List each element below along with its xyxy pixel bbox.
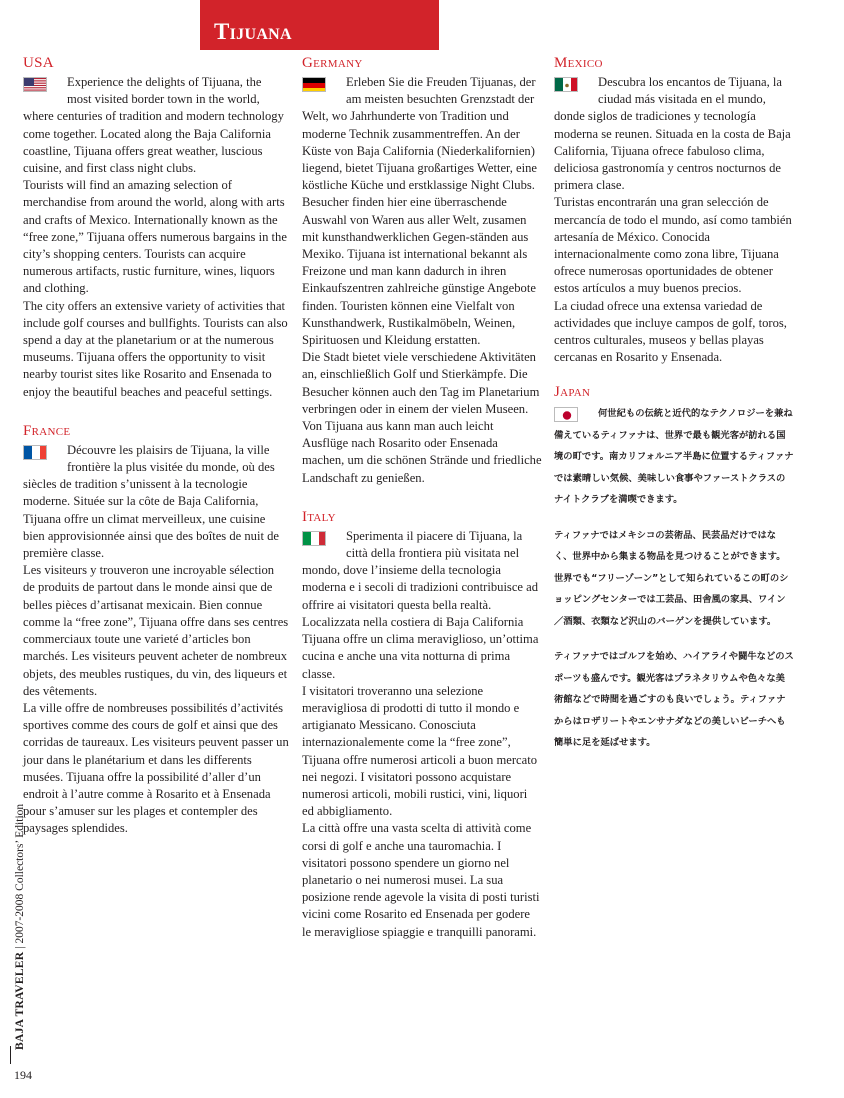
japan-paragraph: ティファナではメキシコの芸術品、民芸品だけではなく、世界中から集まる物品を見つけることができます。世界でも“フリーゾーン”として知られているこの町のショッピングセンターでは工芸品、田舎風の家具、ワイン／酒類、衣類など沢山のバーゲンを提供しています。 <box>554 529 789 627</box>
usa-paragraph: Experience the delights of Tijuana, the most visited border town in the world, where centuries of tradition and modern technology come together. Located along the Baja California coastline, Tijuana offers great weather, luscious cuisine, and first class night clubs. <box>23 75 284 176</box>
mexico-paragraph: La ciudad ofrece una extensa variedad de actividades que incluye campos de golf, toros, centros culturales, museos y bellas playas cercanas en Rosarito y Ensenada. <box>554 298 787 365</box>
italy-paragraph: I visitatori troveranno una selezione meravigliosa di prodotti di tutto il mondo e artigianato Messicano. Conosciuta internazionalemente come la “free zone”, Tijuana offre numerosi articoli a buon mercato nei negozi. I visitatori possono acquistare numerosi articoli, mobili rustici, vini, liquori ed abbigliamento. <box>302 683 538 819</box>
usa-paragraph: The city offers an extensive variety of activities that include golf courses and bullfights. Tourists can also spend a day at the planetarium or at the numerous museums. Tijuana offers the opportunity to visit nearby tourist sites like Rosarito and Ensenada to enjoy the beautiful beaches and peaceful settings. <box>23 298 288 399</box>
germany-paragraph: Besucher finden hier eine überraschende Auswahl von Waren aus aller Welt, zusamen mit kunsthandwerklichen Gegen-ständen aus Mexiko. Tijuana ist international bekannt als Freizone und man kann dadurch in ihren Einkaufszentren zahlreiche günstige Angebote finden. Touristen können eine Vielfalt von Kunsthandwerk, Rustikalmöbeln, Weinen, Spirituosen und Kleidung erstatten. <box>302 195 536 348</box>
section-heading-mexico: Mexico <box>554 55 603 71</box>
title-banner <box>200 0 439 50</box>
italy-paragraph: La città offre una vasta scelta di attività come corsi di golf e anche una tauromachia. I visitatori possono spendere un giorno nel planetario o nei numerosi musei. La sua posizione rende agevole la visita di posti turisti vicini come Rosarito ed Ensenada per godere le meravigliose spiaggie e tranquilli panorami. <box>302 821 540 939</box>
section-france <box>23 423 289 838</box>
germany-paragraph: Die Stadt bietet viele verschiedene Aktivitäten an, einschließlich Golf und Stierkämpfe. Die Besucher können auch den Tag im Planetarium verbringen oder in einem der vielen Museen. Von Tijuana aus kann man auch leicht Ausflüge nach Rosarito oder Ensenada machen, um die schönen Strände und friedliche Landschaft zu genießen. <box>302 350 542 485</box>
side-footer <box>14 804 26 1050</box>
japan-paragraph: 何世紀もの伝統と近代的なテクノロジーを兼ね備えているティファナは、世界で最も観光客が訪れる国境の町です。南カリフォルニア半島に位置するティファナでは素晴しい気候、美味しい食事やファーストクラスのナイトクラブを満喫できます。 <box>554 408 794 506</box>
column-2 <box>302 55 542 941</box>
mexico-flag-icon <box>554 77 578 92</box>
us-flag-icon <box>23 77 47 92</box>
section-japan <box>554 384 794 754</box>
france-paragraph: La ville offre de nombreuses possibilités d’activités sportives comme des cours de golf et ainsi que des corridas de taureaux. Les visiteurs peuvent passer un jour dans le planétarium et dans les differents musées. Tijuana offre la possibilité d’aller d’un endroit à l’autre comme à Rosarito et à Ensenada pour s’amuser sur les plages et contempler des paysages splendides. <box>23 700 289 836</box>
usa-paragraph: Tourists will find an amazing selection of merchandise from around the world, along with arts and crafts of Mexico. Internationally known as the “free zone,” Tijuana offers numerous bargains in the city’s shopping centers. Tourists can acquire numerous artifacts, rustic furniture, wines, liquors and clothing. <box>23 178 287 296</box>
section-heading-usa: USA <box>23 55 54 71</box>
footer-divider <box>10 1046 11 1064</box>
germany-paragraph: Erleben Sie die Freuden Tijuanas, der am meisten besuchten Grenzstadt der Welt, wo Jahrhunderte von Tradition und moderne Technik zusammentreffen. An der Küste von Baja California (Niederkalifornien) liegend, bietet Tijuana großartiges Wetter, eine köstliche Küche und erstklassige Night Clubs. <box>302 75 538 193</box>
footer-separator: | <box>14 943 26 949</box>
mexico-paragraph: Turistas encontrarán una gran selección de mercancía de todo el mundo, así como también artesanía de México. Conocida internacionalmente como zona libre, Tijuana ofrece numerosas oportunidades de obtener estos artículos a muy buenos precios. <box>554 195 792 296</box>
italy-paragraph: Sperimenta il piacere di Tijuana, la città della frontiera più visitata nel mondo, dove l’insieme della tecnologia moderna e i secoli di tradizioni contribuisce ad offrire ai visitatori questa bella realtà. Localizzata nella costiera di Baja California Tijuana offre un clima meraviglioso, un’ottima cucina e anche una vita notturna di prima classe. <box>302 528 539 681</box>
magazine-name: BAJA TRAVELER <box>14 951 26 1050</box>
column-3 <box>554 55 794 768</box>
italy-flag-icon <box>302 531 326 546</box>
section-italy <box>302 509 542 941</box>
section-usa <box>23 55 289 401</box>
germany-flag-icon <box>302 77 326 92</box>
section-mexico <box>554 55 794 366</box>
section-heading-japan: Japan <box>554 384 591 401</box>
section-germany <box>302 55 542 487</box>
edition-label: 2007-2008 Collectors’ Edition <box>14 803 26 944</box>
page-title: Tijuana <box>214 19 292 44</box>
section-heading-italy: Italy <box>302 508 336 525</box>
column-1 <box>23 55 289 838</box>
japan-paragraph: ティファナではゴルフを始め、ハイアライや闘牛などのスポーツも盛んです。観光客はプラネタリウムや色々な美術館などで時間を過ごすのも良いでしょう。ティファナからはロザリートやエンサナダなどの美しいビーチへも簡単に足を延ばせます。 <box>554 651 794 749</box>
page-number: 194 <box>14 1068 32 1082</box>
japan-flag-icon <box>554 407 578 422</box>
france-flag-icon <box>23 445 47 460</box>
section-heading-germany: Germany <box>302 55 363 71</box>
mexico-paragraph: Descubra los encantos de Tijuana, la ciudad más visitada en el mundo, donde siglos de tradiciones y tecnología moderna se reunen. Situada en la costa de Baja California, Tijuana ofrece fabuloso clima, deliciosa gastronomía y centros nocturnos de primera clase. <box>554 75 791 193</box>
france-paragraph: Découvre les plaisirs de Tijuana, la ville frontière la plus visitée du monde, où des siècles de tradition s’unissent à la tecnologie moderne. Située sur la côte de Baja California, Tijuana offre un climat merveilleux, une cuisine bien approvisionnée ainsi que des boîtes de nuit de première classe. <box>23 442 280 561</box>
section-heading-france: France <box>23 422 71 439</box>
france-paragraph: Les visiteurs y trouveron une incroyable sélection de produits de partout dans le monde ainsi que de belles pièces d’artisanat mexicain. Bien connue comme la “free zone”, Tijuana offre dans ses centres commerciaux toute une varieté d’articles bon marchés. Les visiteurs peuvent acheter de nombreux objets, des meubles rustiques, du vin, des liqueurs et des vêtements. <box>23 563 289 698</box>
